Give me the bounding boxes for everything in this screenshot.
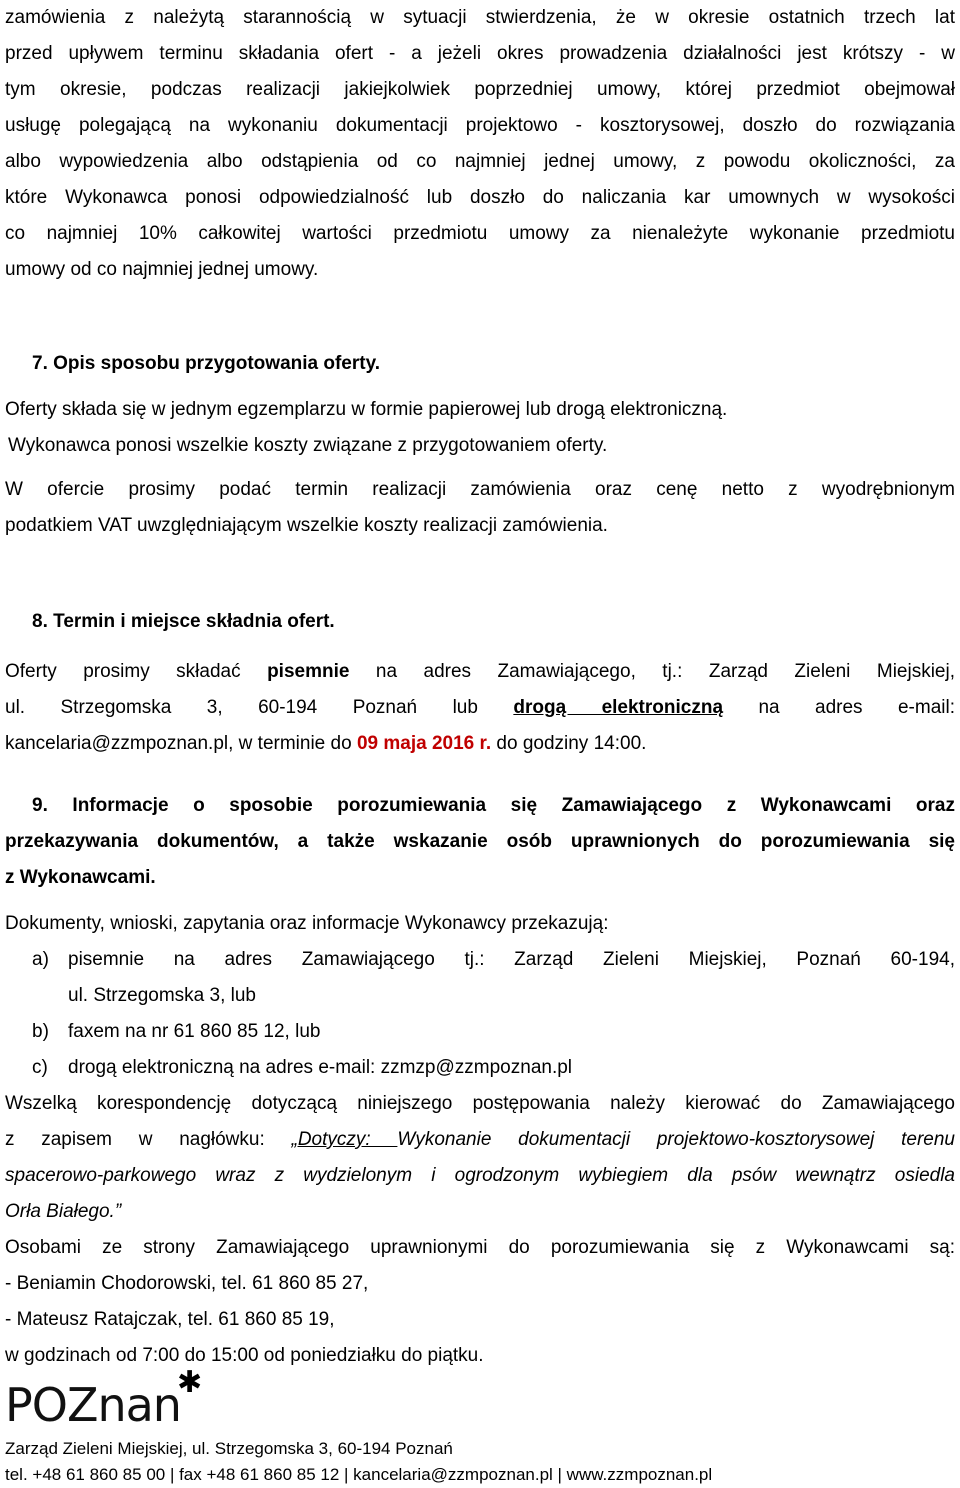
bold-text: pisemnie — [267, 661, 350, 682]
list-marker: b) — [32, 1021, 49, 1042]
deadline-date: 09 maja 2016 r. — [356, 733, 492, 754]
intro-paragraph — [5, 0, 955, 288]
list-item-text: drogą elektroniczną na adres e-mail: zzmzp@zzmpoznan.pl — [68, 1057, 573, 1078]
list-item-text: pisemnie na adres Zamawiającego tj.: Zarząd Zieleni Miejskiej, Poznań 60-194, — [68, 949, 955, 970]
italic-underlined-text: „Dotyczy: — [291, 1129, 398, 1150]
logo-wordmark: POZnan — [5, 1378, 181, 1432]
page-footer — [5, 1366, 955, 1488]
section-8-line-2 — [5, 690, 955, 726]
section-8-heading: 8. Termin i miejsce składnia ofert. — [32, 611, 335, 632]
section-7-paragraph-1: Oferty składa się w jednym egzemplarzu w formie papierowej lub drogą elektroniczną. — [5, 399, 728, 420]
text-line: usługę polegającą na wykonaniu dokumentacji projektowo - kosztorysowej, doszło do rozwiązania — [5, 115, 955, 136]
correspondence-line-1: Wszelką korespondencję dotyczącą niniejszego postępowania należy kierować do Zamawiającego — [5, 1093, 955, 1114]
text-line: umowy od co najmniej jednej umowy. — [5, 259, 319, 280]
text-line: tym okresie, podczas realizacji jakiejkolwiek poprzedniej umowy, której przedmiot obejmował — [5, 79, 955, 100]
list-marker: a) — [32, 949, 49, 970]
person-1: - Beniamin Chodorowski, tel. 61 860 85 27, — [5, 1273, 369, 1294]
text-line: przed upływem terminu składania ofert - a jeżeli okres prowadzenia działalności jest krótszy - w — [5, 43, 955, 64]
section-8-line-1 — [5, 654, 955, 690]
text-span: ul. Strzegomska 3, 60-194 Poznań lub — [5, 697, 514, 718]
text-span: z zapisem w nagłówku: — [5, 1129, 292, 1150]
correspondence-line-3: spacerowo-parkowego wraz z wydzielonym i ogrodzonym wybiegiem dla psów wewnątrz osiedla — [5, 1165, 955, 1186]
correspondence-line-4: Orła Białego.” — [5, 1201, 122, 1222]
footer-contact: tel. +48 61 860 85 00 | fax +48 61 860 85 12 | kancelaria@zzmpoznan.pl | www.zzmpoznan.pl — [5, 1465, 713, 1484]
text-span: Oferty prosimy składać — [5, 661, 268, 682]
document-page — [5, 0, 955, 1374]
section-7-paragraph-2: Wykonawca ponosi wszelkie koszty związane z przygotowaniem oferty. — [8, 435, 608, 456]
section-9-heading-line-1: 9. Informacje o sposobie porozumiewania się Zamawiającego z Wykonawcami oraz — [32, 795, 955, 816]
persons-intro: Osobami ze strony Zamawiającego uprawnionymi do porozumiewania się z Wykonawcami są: — [5, 1237, 955, 1258]
section-8-line-3 — [5, 726, 955, 762]
footer-address: Zarząd Zieleni Miejskiej, ul. Strzegomska 3, 60-194 Poznań — [5, 1439, 453, 1458]
list-item-c — [5, 1050, 955, 1086]
office-hours: w godzinach od 7:00 do 15:00 od poniedziałku do piątku. — [5, 1345, 484, 1366]
section-9-heading-line-2: przekazywania dokumentów, a także wskazanie osób uprawnionych do porozumiewania się — [5, 831, 955, 852]
text-line: zamówienia z należytą starannością w sytuacji stwierdzenia, że w okresie ostatnich trzech lat — [5, 7, 955, 28]
person-2: - Mateusz Ratajczak, tel. 61 860 85 19, — [5, 1309, 335, 1330]
list-item-a — [5, 942, 955, 1014]
asterisk-icon: ✱ — [177, 1366, 203, 1399]
section-7-paragraph-3-line-2: podatkiem VAT uwzględniającym wszelkie koszty realizacji zamówienia. — [5, 515, 608, 536]
list-marker: c) — [32, 1057, 48, 1078]
correspondence-line-2 — [5, 1122, 955, 1158]
text-span: na adres Zamawiającego, tj.: Zarząd Zieleni Miejskiej, — [349, 661, 955, 682]
text-span: do godziny 14:00. — [491, 733, 647, 754]
text-line: albo wypowiedzenia albo odstąpienia od co najmniej jednej umowy, z powodu okoliczności, za — [5, 151, 955, 172]
list-item-text: faxem na nr 61 860 85 12, lub — [68, 1021, 321, 1042]
list-item-b — [5, 1014, 955, 1050]
bold-underlined-text: drogą elektroniczną — [513, 697, 724, 718]
italic-text: Wykonanie dokumentacji projektowo-kosztorysowej terenu — [397, 1129, 955, 1150]
text-line: które Wykonawca ponosi odpowiedzialność lub doszło do naliczania kar umownych w wysokości — [5, 187, 955, 208]
section-7-paragraph-3-line-1: W ofercie prosimy podać termin realizacji zamówienia oraz cenę netto z wyodrębnionym — [5, 479, 955, 500]
text-span: kancelaria@zzmpoznan.pl, w terminie do — [5, 733, 357, 754]
section-7-heading: 7. Opis sposobu przygotowania oferty. — [32, 353, 381, 374]
section-9-intro: Dokumenty, wnioski, zapytania oraz informacje Wykonawcy przekazują: — [5, 913, 609, 934]
text-span: na adres e-mail: — [723, 697, 955, 718]
section-9-heading-line-3: z Wykonawcami. — [5, 867, 156, 888]
poznan-logo — [5, 1366, 955, 1432]
list-item-text: ul. Strzegomska 3, lub — [68, 985, 256, 1006]
text-line: co najmniej 10% całkowitej wartości przedmiotu umowy za nienależyte wykonanie przedmiotu — [5, 223, 955, 244]
